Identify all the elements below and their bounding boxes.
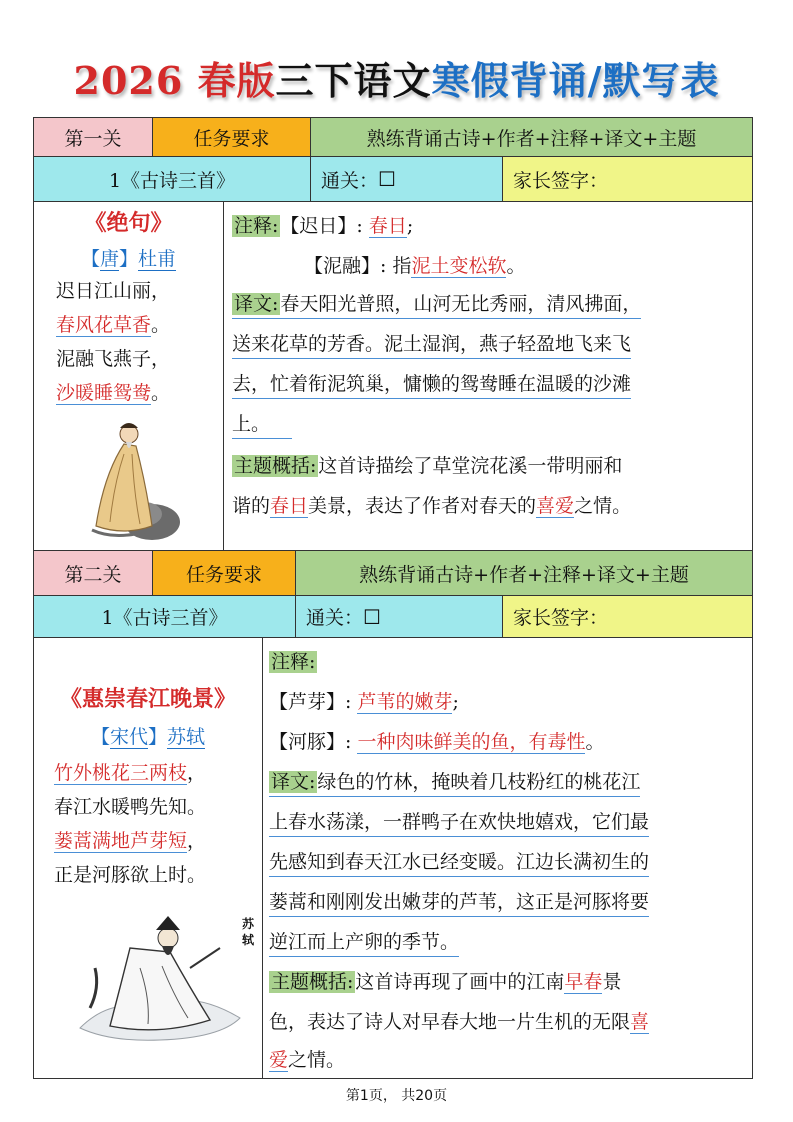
title-edition: 春版: [197, 58, 276, 103]
parent-signature-1[interactable]: 家长签字：: [502, 156, 753, 202]
task-label-2: 任务要求: [152, 550, 296, 596]
pass-cell-2[interactable]: [295, 595, 503, 638]
poem-line-1: 迟日江山丽，: [56, 280, 171, 302]
poem-panel-2: [33, 637, 263, 1079]
level-2-label: 第二关: [33, 550, 153, 596]
poet-portrait-sushi: [70, 908, 260, 1048]
notes-line-4: 【河豚】: 一种肉味鲜美的鱼，有毒性。: [269, 731, 605, 753]
translation-line-8: 蒌蒿和刚刚发出嫩芽的芦苇，这正是河豚将要: [269, 888, 649, 917]
parent-signature-2[interactable]: 家长签字：: [502, 595, 753, 638]
poem-line-5: 竹外桃花三两枝，: [54, 762, 207, 784]
task-requirement-1: 熟练背诵古诗+作者+注释+译文+主题: [310, 117, 753, 157]
notes-label-2: 注释:: [271, 651, 316, 673]
title-grade: 三下语文: [275, 58, 432, 103]
poem-title-2: 《惠崇春江晚景》: [59, 686, 236, 712]
page-footer: 第1页， 共20页: [345, 1088, 448, 1104]
theme-label-2: 主题概括:: [271, 971, 354, 993]
notes-line-1: 注释: 【迟日】: 春日;: [234, 215, 414, 237]
poem-line-3: 泥融飞燕子，: [56, 348, 171, 370]
notes-label-line-2: [269, 648, 317, 676]
theme-line-1: 主题概括: 这首诗描绘了草堂浣花溪一带明丽和: [234, 455, 623, 477]
translation-line-2: 送来花草的芳香。泥土湿润，燕子轻盈地飞来飞: [232, 330, 631, 359]
translation-label-2: 译文:: [271, 771, 316, 793]
page-title: [0, 50, 793, 105]
translation-label-1: 译文:: [234, 293, 279, 315]
pass-checkbox-1[interactable]: ☐: [378, 167, 396, 191]
translation-line-6: 上春水荡漾，一群鸭子在欢快地嬉戏，它们最: [269, 808, 649, 837]
content-panel-1: [223, 201, 753, 551]
notes-label-1: 注释:: [234, 215, 279, 237]
poem-line-2: 春风花草香。: [56, 314, 171, 336]
translation-line-4: 上。: [232, 410, 292, 439]
poem-author-1: 【唐】杜甫: [80, 248, 177, 270]
notes-line-3: 【芦芽】: 芦苇的嫩芽;: [269, 691, 459, 713]
pass-label-1: 通关：: [321, 169, 379, 192]
pass-cell-1[interactable]: [310, 156, 503, 202]
translation-line-7: 先感知到春天江水已经变暖。江边长满初生的: [269, 848, 649, 877]
task-label-1: 任务要求: [152, 117, 311, 157]
translation-line-9: 逆江而上产卵的季节。: [269, 928, 459, 957]
theme-line-5: 爱之情。: [269, 1049, 346, 1071]
content-panel-2: [262, 637, 753, 1079]
title-year: 2026: [73, 58, 184, 103]
pass-checkbox-2[interactable]: ☐: [363, 604, 381, 629]
translation-line-3: 去，忙着衔泥筑巢，慵懒的鸳鸯睡在温暖的沙滩: [232, 370, 631, 399]
poet-portrait-dufu: [74, 414, 184, 544]
theme-label-1: 主题概括:: [234, 455, 317, 477]
notes-line-2: 【泥融】: 指泥土变松软。: [304, 255, 526, 277]
lesson-name-1: 1《古诗三首》: [33, 156, 311, 202]
poem-line-7: 蒌蒿满地芦芽短，: [54, 830, 207, 852]
title-sheet: 寒假背诵/默写表: [431, 58, 720, 103]
translation-line-1: 译文: 春天阳光普照，山河无比秀丽，清风拂面，: [232, 290, 641, 319]
theme-line-2: 谐的春日美景，表达了作者对春天的喜爱之情。: [232, 495, 632, 517]
level-1-label: 第一关: [33, 117, 153, 157]
poem-line-4: 沙暖睡鸳鸯。: [56, 382, 171, 404]
translation-line-5: 译文: 绿色的竹林，掩映着几枝粉红的桃花江: [269, 768, 640, 797]
task-requirement-2: 熟练背诵古诗+作者+注释+译文+主题: [295, 550, 753, 596]
poem-line-8: 正是河豚欲上时。: [54, 864, 207, 886]
portrait-label-sushi: 苏轼: [242, 917, 255, 947]
pass-label-2: 通关：: [306, 607, 364, 629]
poem-title-1: 《绝句》: [84, 210, 173, 236]
lesson-name-2: 1《古诗三首》: [33, 595, 296, 638]
poem-line-6: 春江水暖鸭先知。: [54, 796, 207, 818]
poem-panel-1: [33, 201, 224, 551]
theme-line-4: 色，表达了诗人对早春大地一片生机的无限喜: [269, 1011, 650, 1033]
poem-author-2: 【宋代】苏轼: [90, 726, 206, 748]
theme-line-3: 主题概括: 这首诗再现了画中的江南早春景: [271, 971, 622, 993]
